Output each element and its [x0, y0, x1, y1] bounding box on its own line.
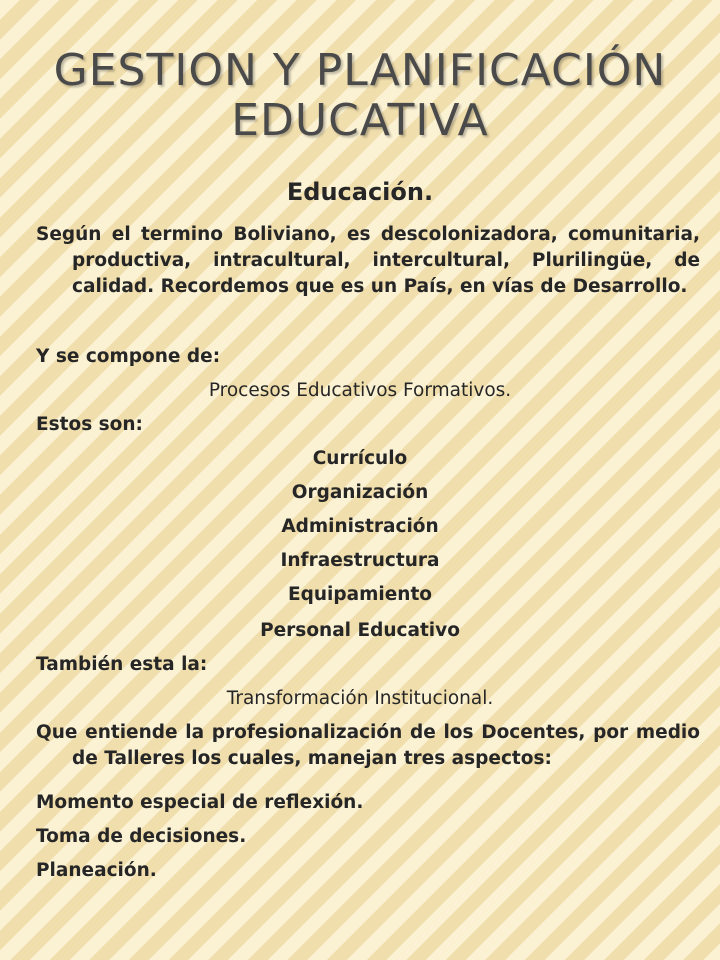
list-item: Currículo: [312, 448, 408, 469]
aspect-item: Momento especial de reflexión.: [36, 792, 364, 813]
transformacion-line: Transformación Institucional.: [226, 688, 494, 709]
list-item: Personal Educativo: [260, 620, 460, 641]
estos-son-line: Estos son:: [36, 414, 143, 435]
aspect-item: Toma de decisiones.: [36, 826, 247, 847]
definition-paragraph: Según el termino Boliviano, es descolonizadora, comunitaria, productiva, intracultural, intercultural, Plurilingüe, de calidad. Recordemos que es un País, en vías de Desarrollo.: [36, 224, 700, 297]
procesos-line: [0, 378, 720, 404]
section-heading: Educación.: [286, 178, 434, 206]
procesos-text: Procesos Educativos Formativos.: [208, 380, 512, 401]
slide-title-line-2: EDUCATIVA: [231, 95, 489, 146]
aspect-item: Planeación.: [36, 860, 157, 881]
compone-line: Y se compone de:: [36, 346, 221, 367]
tambien-line: También esta la:: [36, 654, 208, 675]
list-item: Administración: [281, 516, 439, 537]
list-item: Organización: [291, 482, 429, 503]
list-item: Equipamiento: [287, 584, 432, 605]
list-item: Infraestructura: [280, 550, 440, 571]
slide-title-line-1: GESTION Y PLANIFICACIÓN: [53, 45, 667, 96]
talleres-paragraph: Que entiende la profesionalización de los Docentes, por medio de Talleres los cuales, manejan tres aspectos:: [36, 722, 700, 769]
